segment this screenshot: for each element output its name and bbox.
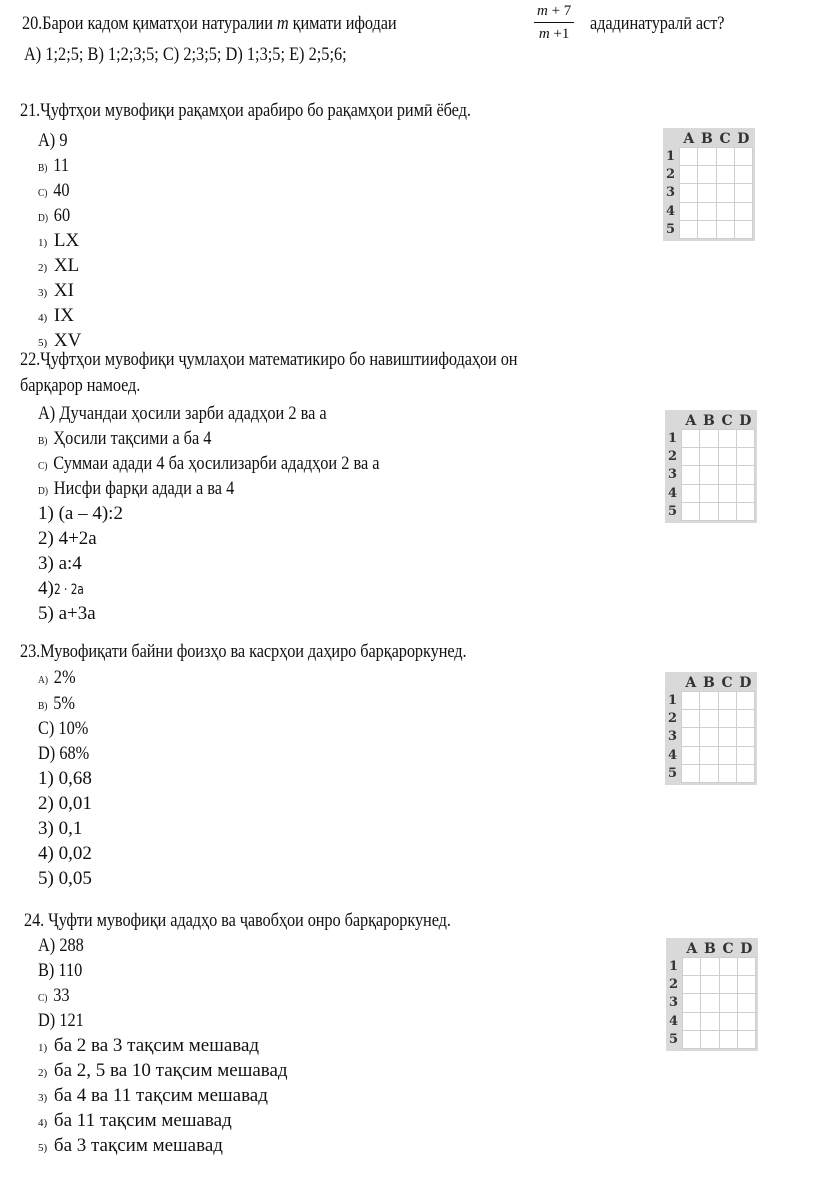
q24-title: 24. Ҷуфти мувофиқи ададҳо ва ҷавобҳои онро барқароркунед. xyxy=(24,910,451,931)
option-text: a+3a xyxy=(53,603,96,624)
option-label: D) xyxy=(38,743,56,764)
grid-answer-cell[interactable] xyxy=(682,502,700,520)
q21-letters-option xyxy=(38,180,70,202)
option-label: С) xyxy=(38,187,48,199)
grid-answer-cell[interactable] xyxy=(682,692,700,710)
grid-column-header: A xyxy=(686,940,698,957)
grid-answer-cell[interactable] xyxy=(698,184,716,202)
grid-answer-cell[interactable] xyxy=(698,202,716,220)
q21-numbers-option xyxy=(38,305,74,327)
grid-row-header: 5 xyxy=(666,221,676,237)
q21-letters-option xyxy=(38,130,68,152)
grid-row-header: 4 xyxy=(669,1013,679,1029)
fraction-numerator: m + 7 xyxy=(534,2,574,23)
grid-answer-cell[interactable] xyxy=(700,692,718,710)
grid-answer-cell[interactable] xyxy=(719,976,737,994)
q22-title-line1: 22.Ҷуфтҳои мувофиқи ҷумлаҳои математикиро бо навиштиифодаҳои он xyxy=(20,349,518,370)
grid-column-header: B xyxy=(703,674,715,691)
q22-letters-option xyxy=(38,428,211,450)
option-text: 0,02 xyxy=(53,843,92,864)
option-text: 0,1 xyxy=(53,818,83,839)
grid-column-header: D xyxy=(737,130,750,147)
option-text: ба 4 ва 11 тақсим мешавад xyxy=(49,1085,268,1106)
q22-letters-option xyxy=(38,478,234,500)
option-text: Дучандаи ҳосили зарби ададҳои 2 ва а xyxy=(55,403,327,424)
q24-numbers-option xyxy=(38,1135,223,1157)
grid-answer-cell[interactable] xyxy=(737,976,755,994)
option-text: 288 xyxy=(55,935,84,956)
option-label: 5) xyxy=(38,868,54,889)
option-text: 0,05 xyxy=(53,868,92,889)
grid-column-header: A xyxy=(685,412,697,429)
grid-answer-cell[interactable] xyxy=(700,746,718,764)
grid-answer-cell[interactable] xyxy=(734,184,752,202)
option-text: 2% xyxy=(49,667,76,688)
grid-answer-cell[interactable] xyxy=(718,430,736,448)
grid-answer-cell[interactable] xyxy=(701,1030,719,1048)
grid-row-header: 2 xyxy=(666,167,676,183)
grid-row-header: 2 xyxy=(668,711,678,727)
q20-fraction xyxy=(534,2,574,43)
grid-answer-cell[interactable] xyxy=(680,148,698,166)
option-label: 1) xyxy=(38,1042,48,1054)
q22-numbers-option xyxy=(38,503,123,525)
q22-numbers-option xyxy=(38,603,96,625)
grid-answer-cell[interactable] xyxy=(736,466,754,484)
q23-numbers-option xyxy=(38,843,92,865)
option-text: 33 xyxy=(49,985,70,1006)
grid-row-header: 5 xyxy=(668,765,678,781)
grid-answer-cell[interactable] xyxy=(718,484,736,502)
grid-answer-cell[interactable] xyxy=(700,448,718,466)
grid-answer-cell[interactable] xyxy=(700,764,718,782)
grid-column-header: D xyxy=(739,412,752,429)
option-label: А) xyxy=(38,403,56,424)
grid-row-header: 5 xyxy=(668,503,678,519)
q21-letters-option xyxy=(38,155,69,177)
grid-answer-cell[interactable] xyxy=(736,710,754,728)
grid-answer-cell[interactable] xyxy=(682,484,700,502)
q24-numbers-option xyxy=(38,1085,268,1107)
option-label: А) xyxy=(38,935,56,956)
grid-answer-cell[interactable] xyxy=(718,764,736,782)
option-text: 60 xyxy=(49,205,71,226)
q22-numbers-option xyxy=(38,553,82,575)
grid-answer-cell[interactable] xyxy=(701,976,719,994)
grid-answer-cell[interactable] xyxy=(682,728,700,746)
grid-answer-cell[interactable] xyxy=(698,220,716,238)
q20-title-end: ададинатуралӣ аст? xyxy=(590,13,725,34)
option-text: 10% xyxy=(54,718,89,739)
option-label: 1) xyxy=(38,237,48,249)
answer-grid-table xyxy=(668,940,756,1049)
q22-letters-option xyxy=(38,403,327,425)
grid-row-header: 3 xyxy=(666,185,676,201)
q21-numbers-option xyxy=(38,230,79,252)
option-text: 4+2a xyxy=(53,528,97,549)
grid-answer-cell[interactable] xyxy=(683,1012,701,1030)
grid-answer-cell[interactable] xyxy=(737,958,755,976)
q22-letters-option xyxy=(38,453,380,475)
option-text: ба 2, 5 ва 10 тақсим мешавад xyxy=(49,1060,288,1081)
q23-letters-option xyxy=(38,667,76,689)
grid-row-header: 4 xyxy=(668,747,678,763)
grid-answer-cell[interactable] xyxy=(737,1030,755,1048)
grid-column-header: C xyxy=(721,412,733,429)
grid-corner xyxy=(665,130,680,148)
option-label: 4) xyxy=(38,312,48,324)
option-label: 2) xyxy=(38,793,54,814)
grid-row-header: 2 xyxy=(668,449,678,465)
q23-answer-grid xyxy=(665,672,757,785)
option-text: LX xyxy=(49,230,80,251)
grid-answer-cell[interactable] xyxy=(680,202,698,220)
grid-row-header: 1 xyxy=(668,693,678,709)
grid-column-header: A xyxy=(683,130,695,147)
option-label: 1) xyxy=(38,503,54,524)
grid-answer-cell[interactable] xyxy=(683,976,701,994)
grid-answer-cell[interactable] xyxy=(682,430,700,448)
grid-row-header: 3 xyxy=(669,995,679,1011)
option-text: 0,68 xyxy=(53,768,92,789)
option-text: Нисфи фарқи адади а ва 4 xyxy=(49,478,235,499)
q22-title-line2: барқарор намоед. xyxy=(20,375,141,396)
grid-corner xyxy=(667,412,682,430)
grid-answer-cell[interactable] xyxy=(734,202,752,220)
grid-answer-cell[interactable] xyxy=(698,148,716,166)
option-label: А) xyxy=(38,674,48,686)
grid-answer-cell[interactable] xyxy=(700,484,718,502)
option-label: 1) xyxy=(38,768,54,789)
option-label: С) xyxy=(38,992,48,1004)
option-text: (a – 4):2 xyxy=(53,503,123,524)
q22-numbers-option xyxy=(38,528,97,550)
grid-answer-cell[interactable] xyxy=(716,202,734,220)
grid-column-header: C xyxy=(721,674,733,691)
q24-numbers-option xyxy=(38,1060,288,1082)
grid-answer-cell[interactable] xyxy=(683,1030,701,1048)
q24-answer-grid xyxy=(666,938,758,1051)
q20-title xyxy=(22,13,397,35)
option-text: ба 2 ва 3 тақсим мешавад xyxy=(49,1035,260,1056)
q24-letters-option xyxy=(38,960,82,982)
q23-numbers-option xyxy=(38,768,92,790)
option-label: 4) xyxy=(38,843,54,864)
q21-answer-grid xyxy=(663,128,755,241)
q21-letters-option xyxy=(38,205,70,227)
option-label: 3) xyxy=(38,287,48,299)
grid-answer-cell[interactable] xyxy=(683,994,701,1012)
answer-grid-table xyxy=(667,674,755,783)
q20-title-text: 20.Барои кадом қиматҳои натуралии xyxy=(22,13,277,34)
grid-answer-cell[interactable] xyxy=(736,764,754,782)
grid-answer-cell[interactable] xyxy=(698,166,716,184)
option-label: А) xyxy=(38,130,56,151)
grid-answer-cell[interactable] xyxy=(719,1012,737,1030)
option-label: В) xyxy=(38,960,55,981)
option-label: 5) xyxy=(38,1142,48,1154)
option-text: 2 · 2a xyxy=(53,582,84,598)
grid-corner xyxy=(668,940,683,958)
grid-answer-cell[interactable] xyxy=(716,184,734,202)
q23-letters-option xyxy=(38,718,88,740)
grid-answer-cell[interactable] xyxy=(734,148,752,166)
q23-title: 23.Мувофиқати байни фоизҳо ва касрҳои даҳиро барқароркунед. xyxy=(20,641,467,662)
option-label: D) xyxy=(38,212,48,224)
option-text: 5% xyxy=(49,693,76,714)
grid-corner xyxy=(667,674,682,692)
q21-numbers-option xyxy=(38,255,79,277)
grid-answer-cell[interactable] xyxy=(682,746,700,764)
option-text: XV xyxy=(49,330,82,351)
grid-row-header: 2 xyxy=(669,977,679,993)
grid-answer-cell[interactable] xyxy=(700,710,718,728)
option-text: ба 3 тақсим мешавад xyxy=(49,1135,223,1156)
grid-answer-cell[interactable] xyxy=(719,958,737,976)
grid-answer-cell[interactable] xyxy=(682,466,700,484)
option-label: 3) xyxy=(38,1092,48,1104)
q24-letters-option xyxy=(38,985,70,1007)
grid-row-header: 1 xyxy=(668,431,678,447)
option-text: 9 xyxy=(55,130,68,151)
grid-column-header: B xyxy=(701,130,713,147)
option-text: 110 xyxy=(54,960,83,981)
option-label: 3) xyxy=(38,818,54,839)
grid-answer-cell[interactable] xyxy=(716,148,734,166)
grid-answer-cell[interactable] xyxy=(734,166,752,184)
grid-answer-cell[interactable] xyxy=(682,710,700,728)
grid-row-header: 4 xyxy=(666,203,676,219)
q20-title-text-2: қимати ифодаи xyxy=(288,13,397,34)
grid-column-header: A xyxy=(685,674,697,691)
grid-row-header: 3 xyxy=(668,467,678,483)
grid-answer-cell[interactable] xyxy=(683,958,701,976)
grid-answer-cell[interactable] xyxy=(718,502,736,520)
grid-column-header: C xyxy=(719,130,731,147)
q23-numbers-option xyxy=(38,793,92,815)
option-label: 5) xyxy=(38,337,48,349)
q23-letters-option xyxy=(38,693,75,715)
option-text: XI xyxy=(49,280,74,301)
grid-answer-cell[interactable] xyxy=(736,728,754,746)
option-text: 121 xyxy=(55,1010,84,1031)
grid-row-header: 1 xyxy=(669,959,679,975)
option-text: 40 xyxy=(49,180,70,201)
grid-answer-cell[interactable] xyxy=(719,994,737,1012)
grid-row-header: 3 xyxy=(668,729,678,745)
option-label: В) xyxy=(38,700,48,712)
grid-answer-cell[interactable] xyxy=(680,184,698,202)
option-label: С) xyxy=(38,460,48,472)
option-label: В) xyxy=(38,435,48,447)
grid-answer-cell[interactable] xyxy=(700,430,718,448)
grid-answer-cell[interactable] xyxy=(682,764,700,782)
grid-answer-cell[interactable] xyxy=(700,728,718,746)
grid-answer-cell[interactable] xyxy=(736,692,754,710)
grid-answer-cell[interactable] xyxy=(736,448,754,466)
q24-letters-option xyxy=(38,935,84,957)
grid-answer-cell[interactable] xyxy=(701,994,719,1012)
option-label: 2) xyxy=(38,1067,48,1079)
option-text: 68% xyxy=(55,743,90,764)
option-text: 0,01 xyxy=(53,793,92,814)
q21-title: 21.Ҷуфтҳои мувофиқи рақамҳои арабиро бо рақамҳои римӣ ёбед. xyxy=(20,100,471,121)
grid-answer-cell[interactable] xyxy=(719,1030,737,1048)
grid-answer-cell[interactable] xyxy=(716,220,734,238)
option-label: 3) xyxy=(38,553,54,574)
grid-row-header: 4 xyxy=(668,485,678,501)
grid-column-header: B xyxy=(703,412,715,429)
grid-answer-cell[interactable] xyxy=(718,728,736,746)
grid-answer-cell[interactable] xyxy=(737,1012,755,1030)
q24-letters-option xyxy=(38,1010,84,1032)
q23-numbers-option xyxy=(38,818,82,840)
grid-answer-cell[interactable] xyxy=(716,166,734,184)
option-text: XL xyxy=(49,255,80,276)
option-text: ба 11 тақсим мешавад xyxy=(49,1110,232,1131)
option-text: Суммаи адади 4 ба ҳосилизарби ададҳои 2 ва а xyxy=(49,453,380,474)
option-text: 11 xyxy=(49,155,70,176)
answer-grid-table xyxy=(667,412,755,521)
q24-numbers-option xyxy=(38,1110,232,1132)
grid-answer-cell[interactable] xyxy=(736,484,754,502)
option-label: 2) xyxy=(38,528,54,549)
option-label: 4) xyxy=(38,578,54,599)
grid-answer-cell[interactable] xyxy=(736,502,754,520)
grid-answer-cell[interactable] xyxy=(700,502,718,520)
q20-answers: А) 1;2;5; В) 1;2;3;5; С) 2;3;5; D) 1;3;5; Е) 2;5;6; xyxy=(24,44,347,65)
grid-column-header: D xyxy=(740,940,753,957)
grid-answer-cell[interactable] xyxy=(700,466,718,484)
option-text: IX xyxy=(49,305,74,326)
q22-numbers-option xyxy=(38,578,94,600)
option-text: a:4 xyxy=(53,553,82,574)
grid-answer-cell[interactable] xyxy=(718,448,736,466)
grid-answer-cell[interactable] xyxy=(736,746,754,764)
grid-answer-cell[interactable] xyxy=(680,166,698,184)
grid-answer-cell[interactable] xyxy=(682,448,700,466)
grid-answer-cell[interactable] xyxy=(736,430,754,448)
grid-answer-cell[interactable] xyxy=(680,220,698,238)
grid-answer-cell[interactable] xyxy=(701,958,719,976)
q20-variable: m xyxy=(276,13,289,34)
option-label: В) xyxy=(38,162,48,174)
grid-answer-cell[interactable] xyxy=(701,1012,719,1030)
grid-answer-cell[interactable] xyxy=(734,220,752,238)
q22-answer-grid xyxy=(665,410,757,523)
option-label: 5) xyxy=(38,603,54,624)
q21-numbers-option xyxy=(38,280,74,302)
option-label: D) xyxy=(38,485,48,497)
grid-row-header: 5 xyxy=(669,1031,679,1047)
q24-numbers-option xyxy=(38,1035,259,1057)
grid-answer-cell[interactable] xyxy=(718,692,736,710)
grid-answer-cell[interactable] xyxy=(718,466,736,484)
q23-numbers-option xyxy=(38,868,92,890)
grid-answer-cell[interactable] xyxy=(718,746,736,764)
grid-column-header: B xyxy=(704,940,716,957)
fraction-denominator: m +1 xyxy=(538,26,570,42)
grid-column-header: D xyxy=(739,674,752,691)
option-label: 4) xyxy=(38,1117,48,1129)
q23-letters-option xyxy=(38,743,89,765)
grid-answer-cell[interactable] xyxy=(737,994,755,1012)
grid-row-header: 1 xyxy=(666,149,676,165)
option-text: Ҳосили тақсими а ба 4 xyxy=(49,428,212,449)
grid-answer-cell[interactable] xyxy=(718,710,736,728)
option-label: D) xyxy=(38,1010,56,1031)
option-label: С) xyxy=(38,718,55,739)
answer-grid-table xyxy=(665,130,753,239)
grid-column-header: C xyxy=(722,940,734,957)
option-label: 2) xyxy=(38,262,48,274)
